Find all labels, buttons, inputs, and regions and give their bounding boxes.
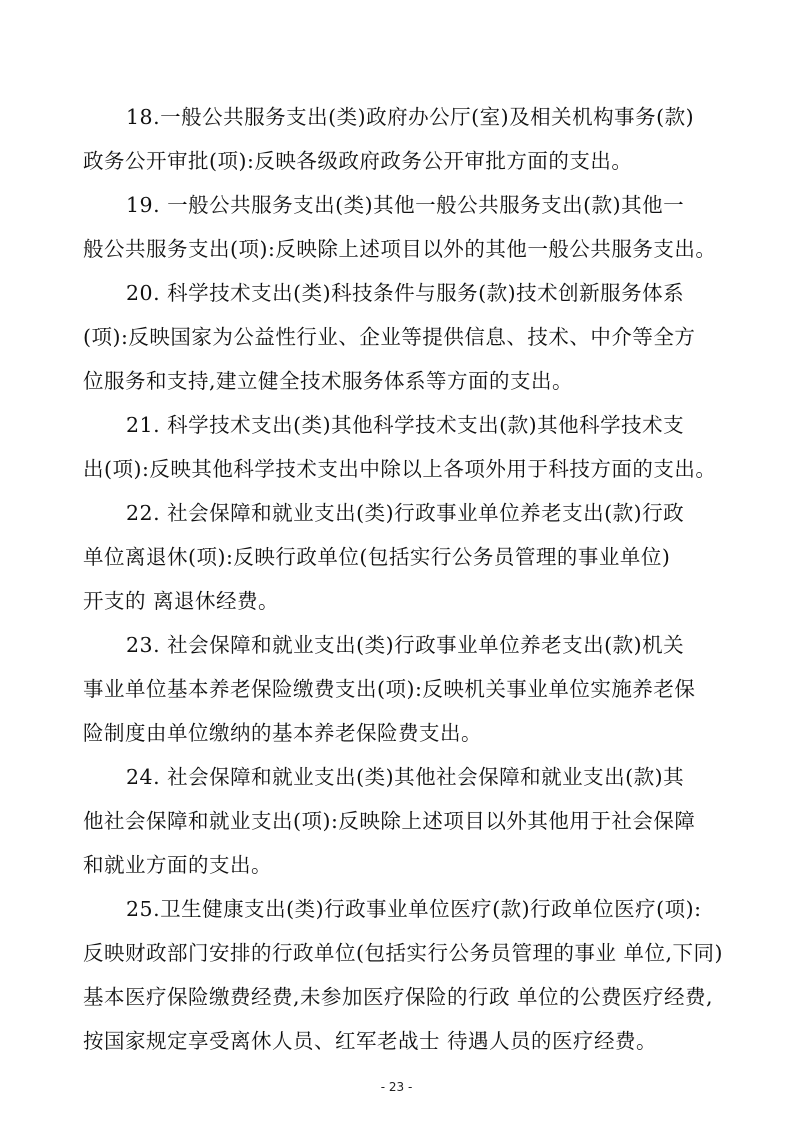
text-line: 反映财政部门安排的行政单位(包括实行公务员管理的事业 单位,下同) <box>83 941 724 965</box>
text-line: 位服务和支持,建立健全技术服务体系等方面的支出。 <box>83 369 574 393</box>
text-line: 事业单位基本养老保险缴费支出(项):反映机关事业单位实施养老保 <box>83 677 696 701</box>
text-line: 政务公开审批(项):反映各级政府政务公开审批方面的支出。 <box>83 149 633 173</box>
text-line: 25.卫生健康支出(类)行政事业单位医疗(款)行政单位医疗(项): <box>126 897 702 921</box>
page-number: - 23 - <box>380 1080 413 1094</box>
text-line: 22. 社会保障和就业支出(类)行政事业单位养老支出(款)行政 <box>126 501 685 525</box>
text-line: 和就业方面的支出。 <box>83 853 272 877</box>
text-line: 19. 一般公共服务支出(类)其他一般公共服务支出(款)其他一 <box>126 193 685 217</box>
text-line: 20. 科学技术支出(类)科技条件与服务(款)技术创新服务体系 <box>126 281 685 305</box>
text-line: 险制度由单位缴纳的基本养老保险费支出。 <box>83 721 482 745</box>
text-line: 按国家规定享受离休人员、红军老战士 待遇人员的医疗经费。 <box>83 1029 658 1053</box>
text-line: 单位离退休(项):反映行政单位(包括实行公务员管理的事业单位) <box>83 545 671 569</box>
text-line: 基本医疗保险缴费经费,未参加医疗保险的行政 单位的公费医疗经费, <box>83 985 714 1009</box>
text-line: 般公共服务支出(项):反映除上述项目以外的其他一般公共服务支出。 <box>83 237 717 261</box>
text-line: 24. 社会保障和就业支出(类)其他社会保障和就业支出(款)其 <box>126 765 685 789</box>
text-line: 开支的 离退休经费。 <box>83 589 280 613</box>
text-line: 21. 科学技术支出(类)其他科学技术支出(款)其他科学技术支 <box>126 413 685 437</box>
text-line: 23. 社会保障和就业支出(类)行政事业单位养老支出(款)机关 <box>126 633 685 657</box>
text-line: 18.一般公共服务支出(类)政府办公厅(室)及相关机构事务(款) <box>126 105 695 129</box>
text-line: 出(项):反映其他科学技术支出中除以上各项外用于科技方面的支出。 <box>83 457 717 481</box>
text-line: (项):反映国家为公益性行业、企业等提供信息、技术、中介等全方 <box>83 325 696 349</box>
text-line: 他社会保障和就业支出(项):反映除上述项目以外其他用于社会保障 <box>83 809 696 833</box>
